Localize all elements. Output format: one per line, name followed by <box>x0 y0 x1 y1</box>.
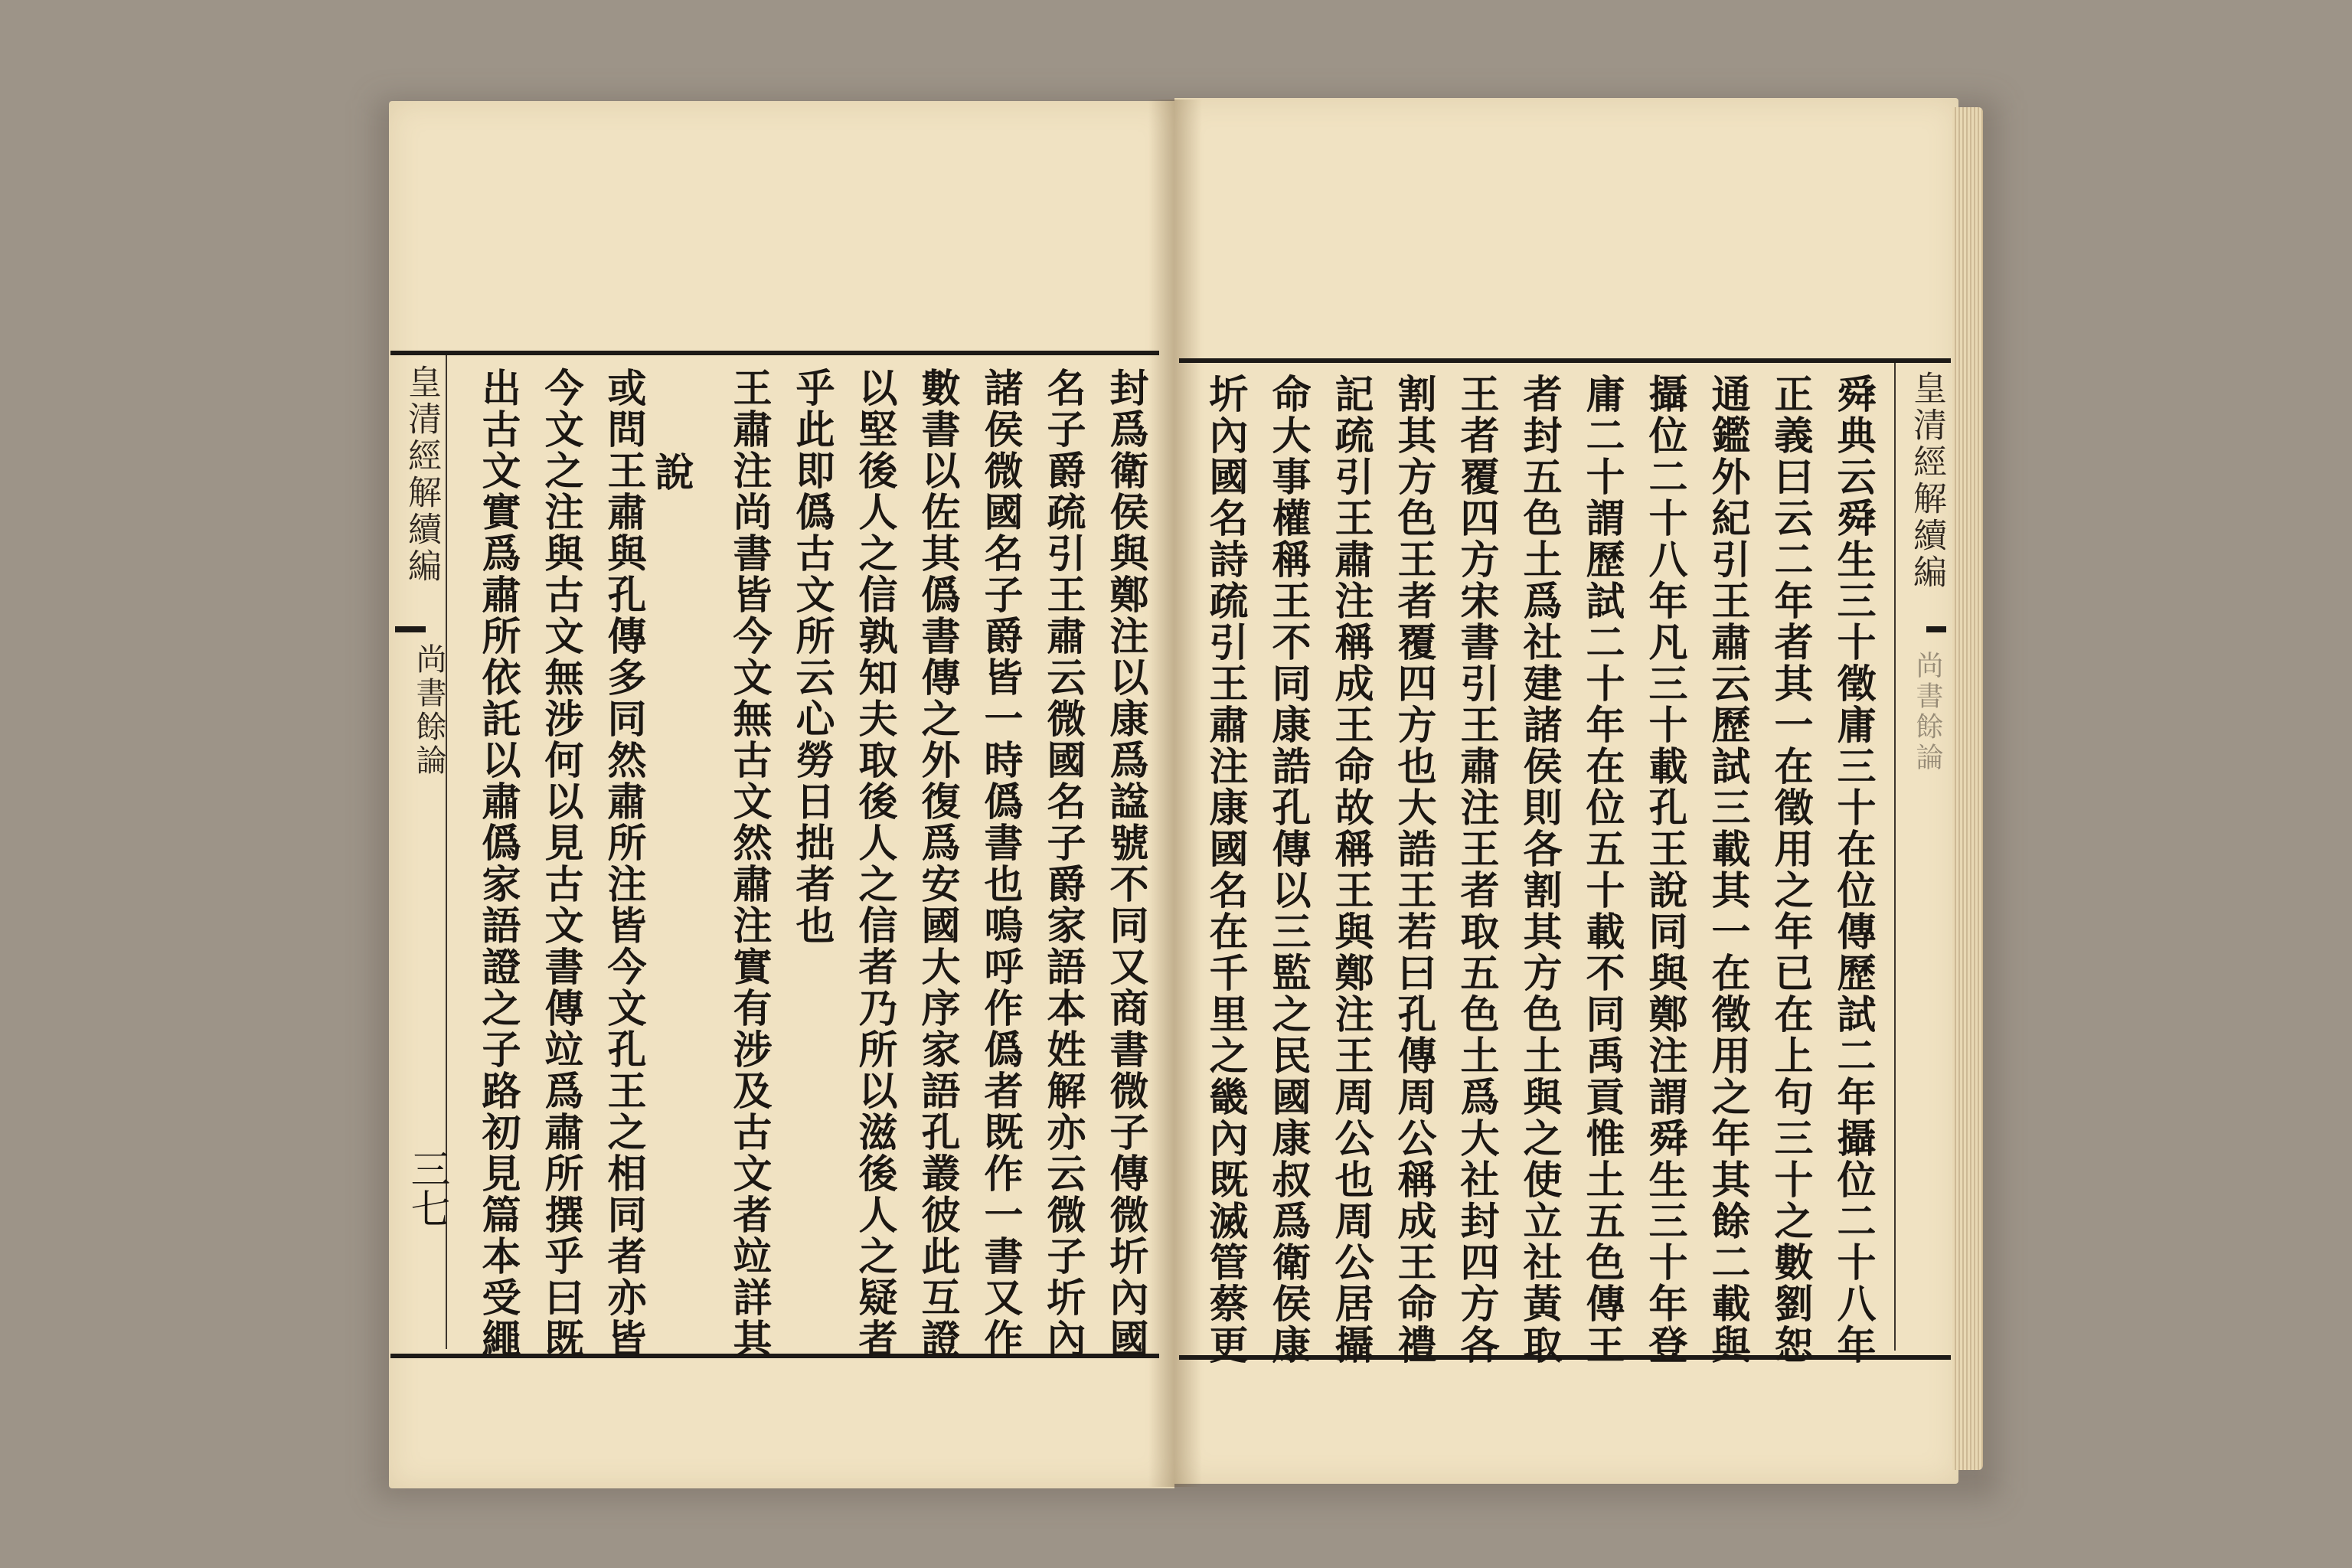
fold-mark <box>1926 626 1946 632</box>
left-col-1: 封爲衛侯與鄭注以康爲諡號不同又商書微子傳微圻內國 <box>1102 368 1148 1360</box>
left-col-6: 乎此即僞古文所云心勞日拙者也 <box>789 368 835 946</box>
right-margin-title: 皇清經解續編 <box>1907 371 1946 591</box>
left-col-10: 今文之注與古文無涉何以見古文書傳竝爲肅所撰乎曰既 <box>537 368 583 1360</box>
left-col-2: 名子爵疏引王肅云微國名子爵家語本姓解亦云微子圻內 <box>1040 368 1086 1360</box>
left-margin-section: 尚書餘論 <box>411 643 446 778</box>
right-col-8: 割其方色王者覆四方也大誥王若曰孔傳周公稱成王命禮 <box>1390 374 1436 1366</box>
left-col-8: 說 <box>648 452 694 493</box>
right-col-11: 圻內國名詩疏引王肅注康國名在千里之畿內既滅管蔡更 <box>1202 374 1248 1366</box>
fold-mark <box>395 626 426 632</box>
left-page-number: 三七 <box>403 1148 449 1228</box>
left-col-3: 諸侯微國名子爵皆一時僞書也嗚呼作僞者既作一書又作 <box>977 368 1023 1360</box>
right-col-1: 舜典云舜生三十徵庸三十在位傳歷試二年攝位二十八年 <box>1830 374 1876 1366</box>
right-col-7: 王者覆四方宋書引王肅注王者取五色土爲大社封四方各 <box>1453 374 1499 1366</box>
right-col-9: 記疏引王肅注稱成王命故稱王與鄭注王周公也周公居攝 <box>1328 374 1374 1366</box>
right-col-4: 攝位二十八年凡三十載孔王說同與鄭注謂舜生三十年登 <box>1642 374 1687 1366</box>
right-col-6: 者封五色土爲社建諸侯則各割其方色土與之使立社黃取 <box>1516 374 1562 1366</box>
left-margin-title: 皇清經解續編 <box>402 364 441 585</box>
right-col-10: 命大事權稱王不同康誥孔傳以三監之民國康叔爲衛侯康 <box>1265 374 1311 1366</box>
left-col-9: 或問王肅與孔傳多同然肅所注皆今文孔王之相同者亦皆 <box>600 368 646 1360</box>
right-col-3: 通鑑外紀引王肅云歷試三載其一在徵用之年其餘二載與 <box>1704 374 1750 1366</box>
right-margin-section: 尚書餘論 <box>1912 651 1943 773</box>
right-col-5: 庸二十謂歷試二十年在位五十載不同禹貢惟土五色傳王 <box>1579 374 1625 1366</box>
right-col-2: 正義曰云二年者其一在徵用之年已在上句三十之數劉恕 <box>1767 374 1813 1366</box>
left-col-7: 王肅注尚書皆今文無古文然肅注實有涉及古文者竝詳其 <box>726 368 772 1360</box>
page-edges <box>1952 107 1983 1470</box>
left-col-5: 以堅後人之信孰知夫取後人之信者乃所以滋後人之疑者 <box>851 368 897 1360</box>
right-margin-rule <box>1894 363 1896 1351</box>
left-col-11: 出古文實爲肅所依託以肅僞家語證之子路初見篇本受繩 <box>475 368 521 1360</box>
left-col-4: 數書以佐其僞書傳之外復爲安國大序家語孔叢彼此互證 <box>914 368 960 1360</box>
